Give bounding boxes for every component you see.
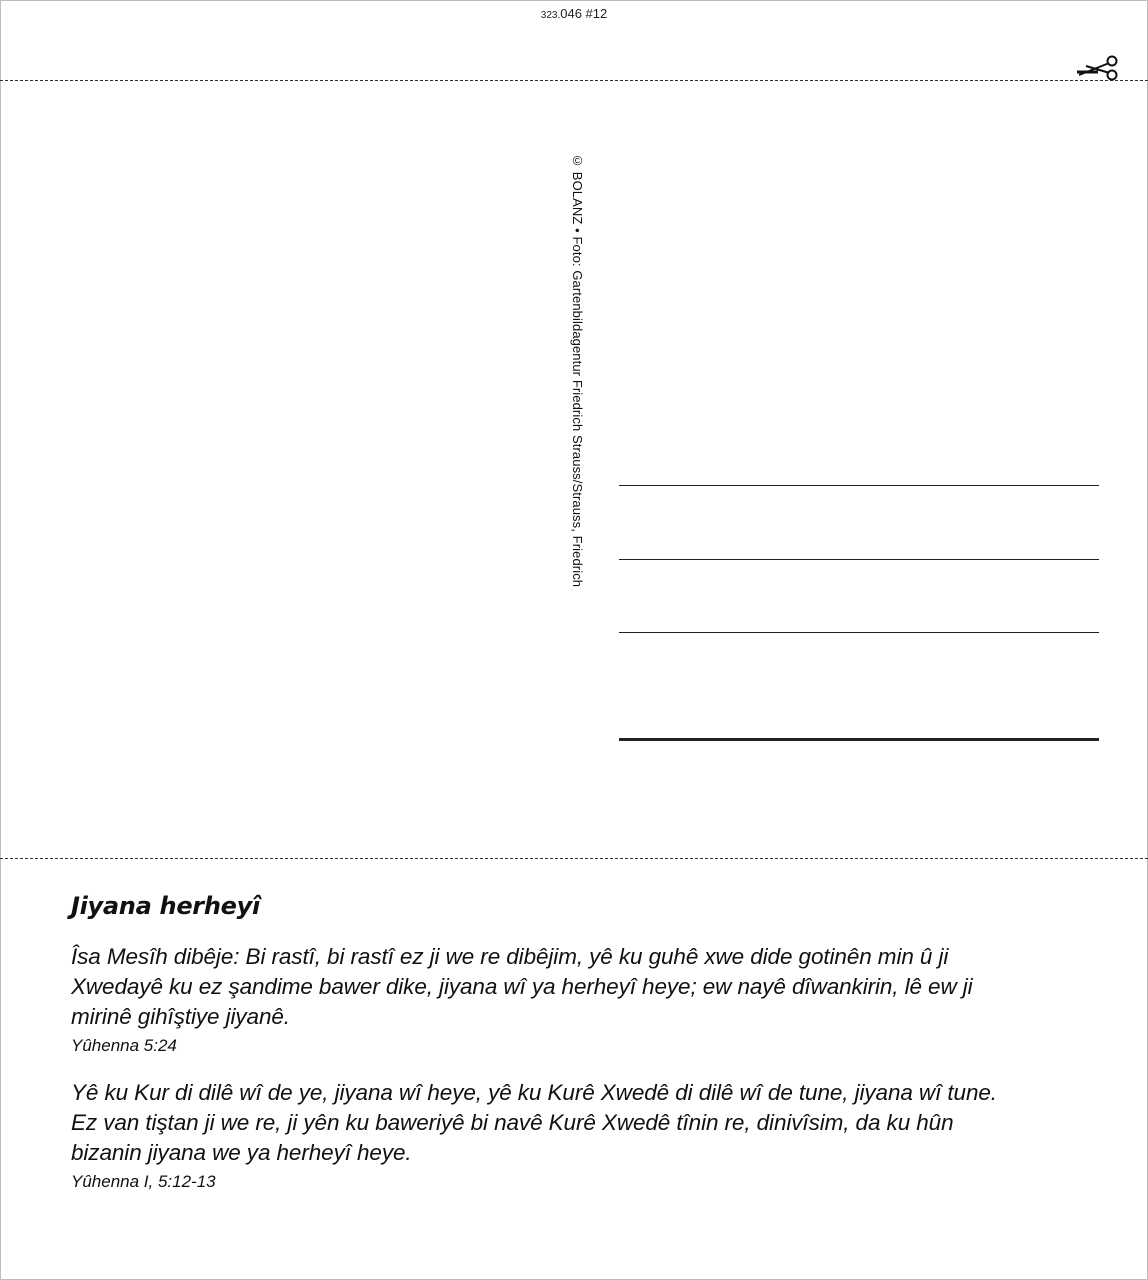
address-line (619, 632, 1099, 633)
verse-line: bizanin jiyana we ya herheyî heye. (71, 1140, 412, 1165)
scissors-icon (1076, 52, 1120, 84)
verse-line: mirinê gihîştiye jiyanê. (71, 1004, 290, 1029)
passage-block (71, 942, 1091, 1056)
top-cut-line (0, 80, 1148, 81)
message-title: Jiyana herheyî (71, 892, 260, 920)
bottom-cut-line (0, 858, 1148, 859)
address-line (619, 559, 1099, 560)
passage-block (71, 1078, 1091, 1192)
message-section (71, 892, 1091, 1192)
verse-line: Yê ku Kur di dilê wî de ye, jiyana wî heye, yê ku Kurê Xwedê di dilê wî de tune, jiyana wî tune. (71, 1080, 997, 1105)
verse-reference: Yûhenna 5:24 (71, 1036, 177, 1055)
photo-credit: © BOLANZ • Foto: Gartenbildagentur Friedrich Strauss/Strauss, Friedrich (570, 153, 585, 588)
product-code: 323.046 #12 (540, 6, 608, 21)
verse-line: Xwedayê ku ez şandime bawer dike, jiyana wî ya herheyî heye; ew nayê dîwankirin, lê ew ji (71, 974, 973, 999)
address-line-postcode (619, 738, 1099, 741)
verse-line: Îsa Mesîh dibêje: Bi rastî, bi rastî ez ji we re dibêjim, yê ku guhê xwe dide gotinên min û ji (71, 944, 949, 969)
address-line (619, 485, 1099, 486)
verse-reference: Yûhenna I, 5:12-13 (71, 1172, 216, 1191)
verse-line: Ez van tiştan ji we re, ji yên ku baweriyê bi navê Kurê Xwedê tînin re, dinivîsim, da ku hûn (71, 1110, 954, 1135)
